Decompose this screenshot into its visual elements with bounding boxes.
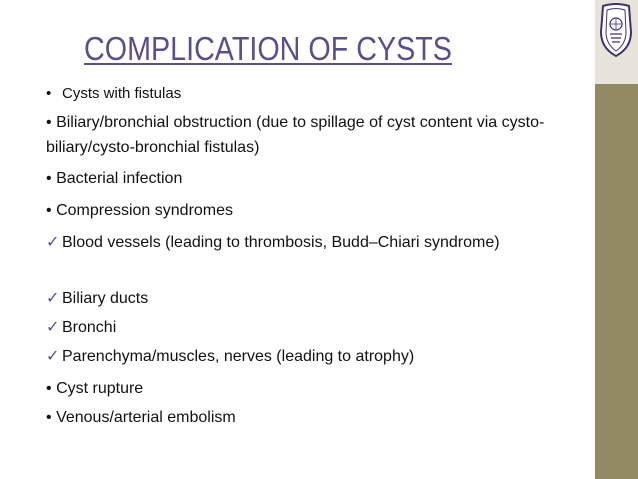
complication-list <box>46 83 586 105</box>
list-item: ✓ Biliary ducts <box>46 286 582 311</box>
sidebar-dark-strip <box>595 84 638 479</box>
bullet-marker: • <box>46 85 52 102</box>
checkmark-icon: ✓ <box>46 319 60 336</box>
list-item: • Bacterial infection <box>46 170 183 187</box>
bullet-marker: • <box>46 114 52 131</box>
checkmark-icon: ✓ <box>46 290 60 307</box>
list-item: ✓ Bronchi <box>46 315 582 340</box>
bullet-marker: • <box>46 170 52 187</box>
list-item: • Cysts with fistulas <box>46 83 586 105</box>
bullet-marker: • <box>46 380 52 397</box>
checkmark-icon: ✓ <box>46 234 60 251</box>
list-item: ✓ Blood vessels (leading to thrombosis, Budd–Chiari syndrome) <box>46 230 532 255</box>
list-item: • Compression syndromes <box>46 202 234 219</box>
slide-title: COMPLICATION OF CYSTS <box>84 30 452 67</box>
list-item: • Biliary/bronchial obstruction (due to spillage of cyst content via cysto-biliary/cysto-bronchial fistulas) <box>46 114 545 156</box>
bullet-marker: • <box>46 202 52 219</box>
checkmark-icon: ✓ <box>46 348 60 365</box>
bullet-marker: • <box>46 409 52 426</box>
university-seal-icon <box>597 2 635 58</box>
list-item: • Cyst rupture <box>46 380 144 397</box>
list-item: • Venous/arterial embolism <box>46 409 236 426</box>
list-item: ✓ Parenchyma/muscles, nerves (leading to atrophy) <box>46 344 582 369</box>
